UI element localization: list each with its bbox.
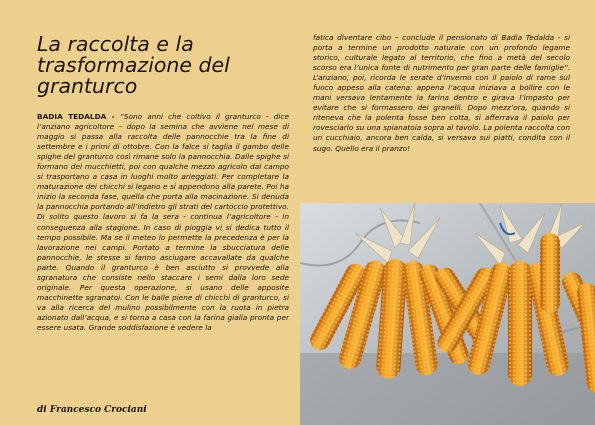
corn-illustration — [300, 203, 595, 425]
byline-place: BADIA TEDALDA - — [37, 112, 121, 121]
author-credit: di Francesco Crociani — [37, 405, 147, 415]
body-text-right: fatica diventare cibo – conclude il pensionato di Badia Tedalda - si porta a termine un prodotto naturale con un profondo legame storico, culturale legato al territorio, che fino a metà del secolo scorso era l’unica fonte di nutrimento per gran parte delle famiglie”. L’anziano, poi, ricorda le serate d’inverno con il paiolo di rame sul fuoco appeso alla catena: appena l’acqua iniziava a bollire con le mani versava lentamente la farina dentro e girava l’impasto per evitare che si formassero dei granelli. Dopo mezz’ora, quando si riteneva che la polenta fosse ben cotta, si afferrava il paiolo per rovesciarlo su una spianatoia sopra al tavolo. La polenta raccolta con un cucchiaio, ancora ben calda, si versava sui piatti, condita con il sugo. Quello era il pranzo! — [313, 33, 570, 153]
corn-photo — [300, 203, 595, 425]
article-body-left-column — [37, 112, 289, 397]
article-body-right-column — [313, 33, 570, 218]
article-title: La raccolta e la trasformazione del granturco — [37, 32, 230, 98]
body-text-left: “Sono anni che coltivo il granturco - dice l’anziano agricoltore – dopo la semina che avviene nel mese di maggio si passa alla raccolta delle pannocchie tra la fine di settembre e i primi di ottobre. Con la falce si taglia il gambo delle spighe del granturco così rimane solo la pannocchia. Dalle spighe si formano dei mucchietti, poi con qualche mezzo agricolo dal campo si trasportano a casa in luoghi molto arieggiati. Per completare la maturazione dei chicchi si legano e si appendono alla parete. Poi ha inizio la seconda fase, quella che porta alla macinazione. Si denuda la pannocchia portando all’indietro gli strati del cartoccio protettivo. Di solito questo lavoro si fa la sera - continua l’agricoltore - in conseguenza alla stagione. In caso di pioggia vi si dedica tutto il tempo possibile. Ma se il meteo lo permette la precedenza è per la lavorazione nei campi. Portato a termine la sbucciatura delle pannocchie, le stesse si fanno asciugare accavallate da qualche parte. Quando il granturco è ben asciutto si provvede alla sgranatura che consiste nello staccare i semi dalla loro sede originale. Per questa operazione, si usano delle apposite macchinette sgranatoi. Con le balle piene di chicchi di granturco, si va alla ricerca del mulino possibilmente con la ruota in pietra azionato dall’acqua, e si torna a casa con la farina gialla pronta per essere usata. Grande soddisfazione è vedere la — [37, 112, 289, 332]
